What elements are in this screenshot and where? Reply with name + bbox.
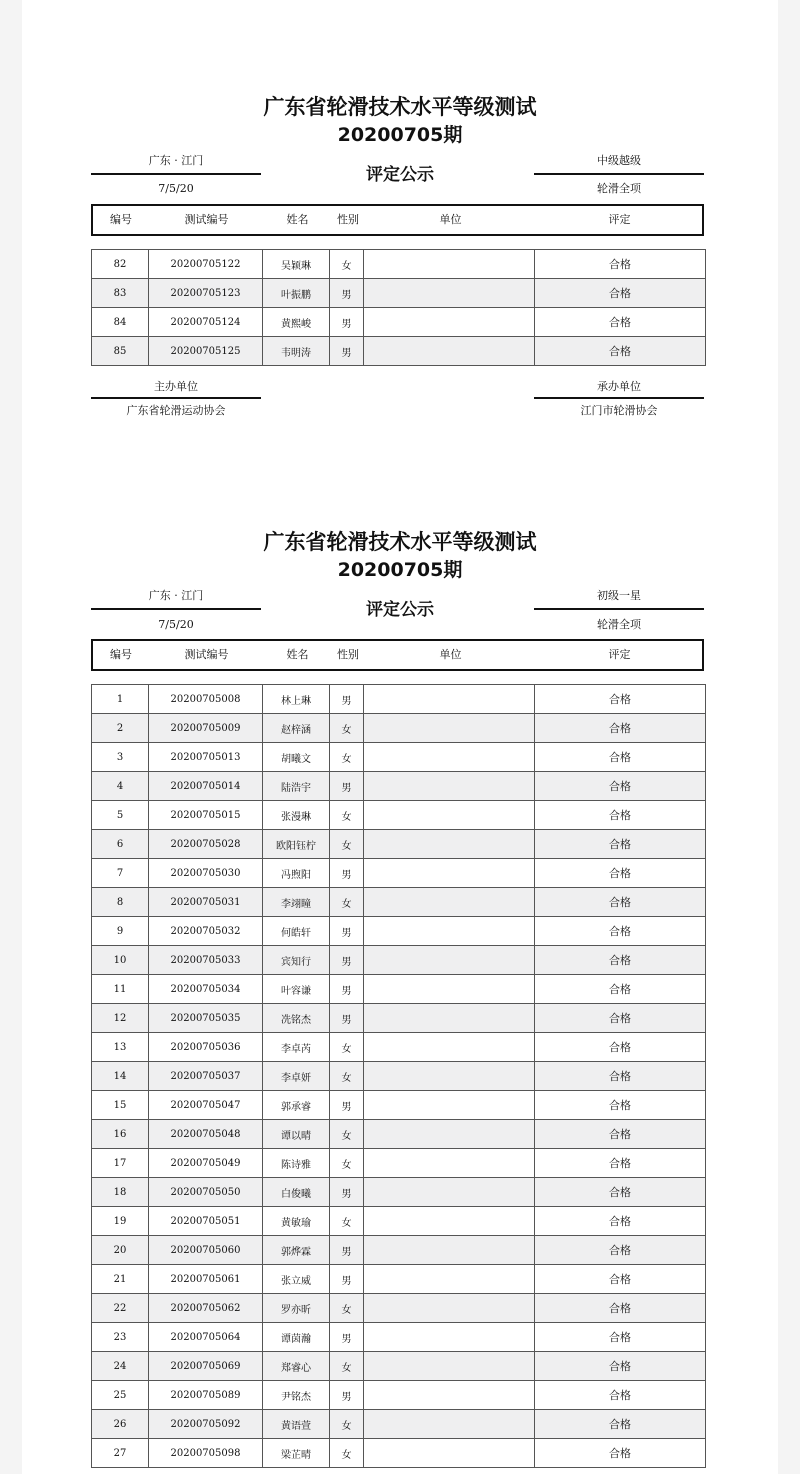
cell-name: 李翊瞳 — [263, 888, 330, 917]
table-row — [92, 1149, 706, 1178]
table-row — [92, 1410, 706, 1439]
cell-result: 合格 — [535, 337, 706, 366]
cell-unit — [364, 1265, 535, 1294]
cell-gender: 女 — [330, 1120, 364, 1149]
cell-no: 17 — [92, 1149, 149, 1178]
sheet-session: 20200705期 — [337, 559, 463, 581]
cell-gender: 女 — [330, 250, 364, 279]
cell-no: 11 — [92, 975, 149, 1004]
cell-result: 合格 — [535, 1120, 706, 1149]
cell-name: 郭烨霖 — [263, 1236, 330, 1265]
cell-no: 12 — [92, 1004, 149, 1033]
table-row — [92, 772, 706, 801]
cell-name: 张漫琳 — [263, 801, 330, 830]
divider-rule — [534, 397, 704, 399]
cell-unit — [364, 975, 535, 1004]
cell-gender: 男 — [330, 859, 364, 888]
cell-name: 张立威 — [263, 1265, 330, 1294]
cell-no: 24 — [92, 1352, 149, 1381]
cell-unit — [364, 1004, 535, 1033]
cell-no: 16 — [92, 1120, 149, 1149]
cell-gender: 女 — [330, 830, 364, 859]
cell-unit — [364, 1439, 535, 1468]
cell-result: 合格 — [535, 1323, 706, 1352]
level: 中级越级 — [597, 154, 641, 167]
cell-gender: 男 — [330, 337, 364, 366]
cell-no: 15 — [92, 1091, 149, 1120]
cell-result: 合格 — [535, 714, 706, 743]
cell-unit — [364, 1352, 535, 1381]
cell-test-id: 20200705030 — [149, 859, 263, 888]
test-date: 7/5/20 — [158, 618, 194, 631]
cell-gender: 女 — [330, 1352, 364, 1381]
cell-gender: 男 — [330, 308, 364, 337]
cell-unit — [364, 772, 535, 801]
cell-unit — [364, 1033, 535, 1062]
col-header-test-id: 测试编号 — [184, 213, 229, 226]
test-date: 7/5/20 — [158, 182, 194, 195]
cell-unit — [364, 1294, 535, 1323]
table-row — [92, 1207, 706, 1236]
cell-test-id: 20200705122 — [149, 250, 263, 279]
table-row — [92, 743, 706, 772]
cell-name: 罗亦昕 — [263, 1294, 330, 1323]
cell-result: 合格 — [535, 801, 706, 830]
sheet-title: 广东省轮滑技术水平等级测试 — [263, 95, 537, 119]
col-header-gender: 性别 — [337, 213, 359, 226]
cell-unit — [364, 743, 535, 772]
table-row — [92, 830, 706, 859]
cell-no: 21 — [92, 1265, 149, 1294]
cell-result: 合格 — [535, 917, 706, 946]
cell-no: 18 — [92, 1178, 149, 1207]
cell-name: 梁芷晴 — [263, 1439, 330, 1468]
cell-result: 合格 — [535, 888, 706, 917]
cell-no: 25 — [92, 1381, 149, 1410]
cell-test-id: 20200705033 — [149, 946, 263, 975]
cell-name: 郭承睿 — [263, 1091, 330, 1120]
host-name: 江门市轮滑协会 — [580, 404, 658, 417]
table-row — [92, 888, 706, 917]
table-row — [92, 1323, 706, 1352]
cell-unit — [364, 1410, 535, 1439]
cell-no: 27 — [92, 1439, 149, 1468]
cell-no: 84 — [92, 308, 149, 337]
cell-no: 9 — [92, 917, 149, 946]
cell-name: 宾知行 — [263, 946, 330, 975]
col-header-unit: 单位 — [439, 213, 462, 226]
cell-name: 叶容谦 — [263, 975, 330, 1004]
organizer-label: 主办单位 — [154, 380, 198, 393]
cell-name: 赵梓涵 — [263, 714, 330, 743]
cell-test-id: 20200705015 — [149, 801, 263, 830]
cell-no: 83 — [92, 279, 149, 308]
cell-no: 1 — [92, 685, 149, 714]
table-row — [92, 714, 706, 743]
cell-test-id: 20200705008 — [149, 685, 263, 714]
cell-no: 23 — [92, 1323, 149, 1352]
col-header-name: 姓名 — [286, 213, 309, 226]
table-row — [92, 337, 706, 366]
cell-test-id: 20200705050 — [149, 1178, 263, 1207]
divider-rule — [534, 173, 704, 175]
col-header-no: 编号 — [110, 213, 132, 226]
cell-no: 82 — [92, 250, 149, 279]
cell-result: 合格 — [535, 830, 706, 859]
table-row — [92, 1120, 706, 1149]
cell-name: 林上琳 — [263, 685, 330, 714]
cell-name: 陈诗雅 — [263, 1149, 330, 1178]
cell-result: 合格 — [535, 1352, 706, 1381]
cell-result: 合格 — [535, 685, 706, 714]
col-header-result: 评定 — [608, 213, 631, 226]
cell-test-id: 20200705013 — [149, 743, 263, 772]
cell-unit — [364, 1207, 535, 1236]
notice-heading: 评定公示 — [366, 165, 434, 185]
cell-no: 22 — [92, 1294, 149, 1323]
cell-test-id: 20200705031 — [149, 888, 263, 917]
cell-name: 吴颖琳 — [263, 250, 330, 279]
cell-name: 谭茵瀚 — [263, 1323, 330, 1352]
table-row — [92, 917, 706, 946]
cell-gender: 女 — [330, 1062, 364, 1091]
cell-no: 13 — [92, 1033, 149, 1062]
cell-gender: 男 — [330, 279, 364, 308]
col-header-result: 评定 — [608, 648, 631, 661]
table-header — [91, 639, 704, 671]
cell-name: 胡曦文 — [263, 743, 330, 772]
table-row — [92, 975, 706, 1004]
cell-test-id: 20200705009 — [149, 714, 263, 743]
cell-result: 合格 — [535, 946, 706, 975]
cell-name: 叶振鹏 — [263, 279, 330, 308]
cell-gender: 女 — [330, 1439, 364, 1468]
table-row — [92, 801, 706, 830]
cell-result: 合格 — [535, 308, 706, 337]
cell-unit — [364, 714, 535, 743]
cell-result: 合格 — [535, 1004, 706, 1033]
cell-name: 郑睿心 — [263, 1352, 330, 1381]
table-row — [92, 1091, 706, 1120]
cell-test-id: 20200705034 — [149, 975, 263, 1004]
table-row — [92, 946, 706, 975]
cell-result: 合格 — [535, 1178, 706, 1207]
table-row — [92, 250, 706, 279]
organizer-name: 广东省轮滑运动协会 — [126, 404, 226, 417]
cell-test-id: 20200705047 — [149, 1091, 263, 1120]
cell-result: 合格 — [535, 1410, 706, 1439]
cell-gender: 女 — [330, 1294, 364, 1323]
cell-gender: 女 — [330, 714, 364, 743]
cell-no: 14 — [92, 1062, 149, 1091]
cell-name: 陆浩宇 — [263, 772, 330, 801]
cell-name: 欧阳钰柠 — [263, 830, 330, 859]
col-header-test-id: 测试编号 — [184, 648, 229, 661]
cell-result: 合格 — [535, 1294, 706, 1323]
cell-gender: 女 — [330, 1033, 364, 1062]
cell-gender: 女 — [330, 1207, 364, 1236]
cell-unit — [364, 250, 535, 279]
category: 轮滑全项 — [597, 618, 641, 631]
cell-result: 合格 — [535, 1439, 706, 1468]
cell-test-id: 20200705062 — [149, 1294, 263, 1323]
cell-unit — [364, 1323, 535, 1352]
cell-test-id: 20200705036 — [149, 1033, 263, 1062]
cell-test-id: 20200705089 — [149, 1381, 263, 1410]
cell-test-id: 20200705037 — [149, 1062, 263, 1091]
right-margin — [778, 0, 800, 1474]
cell-unit — [364, 830, 535, 859]
cell-no: 10 — [92, 946, 149, 975]
notice-heading: 评定公示 — [366, 600, 434, 620]
cell-result: 合格 — [535, 1033, 706, 1062]
cell-gender: 男 — [330, 1004, 364, 1033]
cell-no: 5 — [92, 801, 149, 830]
cell-unit — [364, 859, 535, 888]
table-row — [92, 1236, 706, 1265]
table-row — [92, 1294, 706, 1323]
cell-unit — [364, 1381, 535, 1410]
cell-name: 尹铭杰 — [263, 1381, 330, 1410]
cell-unit — [364, 1178, 535, 1207]
cell-gender: 女 — [330, 1149, 364, 1178]
cell-test-id: 20200705014 — [149, 772, 263, 801]
cell-name: 白俊曦 — [263, 1178, 330, 1207]
cell-test-id: 20200705061 — [149, 1265, 263, 1294]
cell-gender: 男 — [330, 1236, 364, 1265]
cell-test-id: 20200705092 — [149, 1410, 263, 1439]
cell-gender: 女 — [330, 801, 364, 830]
cell-gender: 男 — [330, 975, 364, 1004]
cell-unit — [364, 1091, 535, 1120]
table-row — [92, 1178, 706, 1207]
cell-gender: 女 — [330, 743, 364, 772]
sheet-session: 20200705期 — [337, 124, 463, 146]
cell-result: 合格 — [535, 1149, 706, 1178]
cell-no: 4 — [92, 772, 149, 801]
cell-gender: 男 — [330, 685, 364, 714]
cell-gender: 女 — [330, 888, 364, 917]
cell-result: 合格 — [535, 1091, 706, 1120]
cell-no: 2 — [92, 714, 149, 743]
table-header — [91, 204, 704, 236]
cell-result: 合格 — [535, 1236, 706, 1265]
host-label: 承办单位 — [597, 380, 641, 393]
cell-test-id: 20200705032 — [149, 917, 263, 946]
divider-rule — [91, 397, 261, 399]
cell-unit — [364, 888, 535, 917]
location: 广东 · 江门 — [148, 589, 204, 602]
cell-test-id: 20200705035 — [149, 1004, 263, 1033]
cell-gender: 男 — [330, 1178, 364, 1207]
col-header-no: 编号 — [110, 648, 132, 661]
cell-no: 6 — [92, 830, 149, 859]
cell-name: 冯煦阳 — [263, 859, 330, 888]
cell-name: 黄熙峻 — [263, 308, 330, 337]
category: 轮滑全项 — [597, 182, 641, 195]
cell-result: 合格 — [535, 1207, 706, 1236]
table-row — [92, 685, 706, 714]
cell-name: 黄敏瑜 — [263, 1207, 330, 1236]
cell-unit — [364, 337, 535, 366]
cell-no: 26 — [92, 1410, 149, 1439]
cell-test-id: 20200705123 — [149, 279, 263, 308]
cell-gender: 男 — [330, 1323, 364, 1352]
cell-gender: 男 — [330, 1265, 364, 1294]
table-row — [92, 308, 706, 337]
table-row — [92, 1033, 706, 1062]
cell-test-id: 20200705028 — [149, 830, 263, 859]
cell-result: 合格 — [535, 1381, 706, 1410]
cell-no: 3 — [92, 743, 149, 772]
cell-gender: 女 — [330, 1410, 364, 1439]
cell-gender: 男 — [330, 946, 364, 975]
cell-unit — [364, 946, 535, 975]
results-table — [91, 249, 706, 366]
level: 初级一星 — [597, 589, 641, 602]
cell-unit — [364, 917, 535, 946]
cell-unit — [364, 308, 535, 337]
cell-result: 合格 — [535, 743, 706, 772]
cell-test-id: 20200705060 — [149, 1236, 263, 1265]
cell-unit — [364, 279, 535, 308]
cell-test-id: 20200705064 — [149, 1323, 263, 1352]
left-margin — [0, 0, 22, 1474]
location: 广东 · 江门 — [148, 154, 204, 167]
cell-result: 合格 — [535, 859, 706, 888]
cell-no: 7 — [92, 859, 149, 888]
cell-no: 85 — [92, 337, 149, 366]
table-row — [92, 1439, 706, 1468]
cell-test-id: 20200705048 — [149, 1120, 263, 1149]
cell-name: 李卓妍 — [263, 1062, 330, 1091]
cell-unit — [364, 1149, 535, 1178]
cell-result: 合格 — [535, 772, 706, 801]
table-row — [92, 1062, 706, 1091]
cell-name: 韦明涛 — [263, 337, 330, 366]
cell-test-id: 20200705069 — [149, 1352, 263, 1381]
cell-name: 李卓芮 — [263, 1033, 330, 1062]
cell-test-id: 20200705124 — [149, 308, 263, 337]
cell-name: 何皓轩 — [263, 917, 330, 946]
col-header-name: 姓名 — [286, 648, 309, 661]
cell-test-id: 20200705125 — [149, 337, 263, 366]
cell-no: 20 — [92, 1236, 149, 1265]
table-row — [92, 1381, 706, 1410]
cell-name: 谭以晴 — [263, 1120, 330, 1149]
cell-result: 合格 — [535, 250, 706, 279]
cell-no: 19 — [92, 1207, 149, 1236]
col-header-gender: 性别 — [337, 648, 359, 661]
cell-result: 合格 — [535, 1265, 706, 1294]
cell-result: 合格 — [535, 279, 706, 308]
cell-gender: 男 — [330, 1381, 364, 1410]
cell-name: 冼铭杰 — [263, 1004, 330, 1033]
results-table — [91, 684, 706, 1468]
table-row — [92, 1004, 706, 1033]
cell-test-id: 20200705098 — [149, 1439, 263, 1468]
cell-result: 合格 — [535, 1062, 706, 1091]
cell-unit — [364, 801, 535, 830]
cell-unit — [364, 1062, 535, 1091]
table-row — [92, 279, 706, 308]
table-row — [92, 1265, 706, 1294]
cell-name: 黄语萱 — [263, 1410, 330, 1439]
cell-unit — [364, 685, 535, 714]
cell-unit — [364, 1236, 535, 1265]
cell-unit — [364, 1120, 535, 1149]
sheet-title: 广东省轮滑技术水平等级测试 — [263, 530, 537, 554]
cell-test-id: 20200705049 — [149, 1149, 263, 1178]
cell-test-id: 20200705051 — [149, 1207, 263, 1236]
cell-gender: 男 — [330, 1091, 364, 1120]
cell-gender: 男 — [330, 917, 364, 946]
cell-no: 8 — [92, 888, 149, 917]
table-row — [92, 859, 706, 888]
table-row — [92, 1352, 706, 1381]
cell-result: 合格 — [535, 975, 706, 1004]
col-header-unit: 单位 — [439, 648, 462, 661]
cell-gender: 男 — [330, 772, 364, 801]
divider-rule — [534, 608, 704, 610]
